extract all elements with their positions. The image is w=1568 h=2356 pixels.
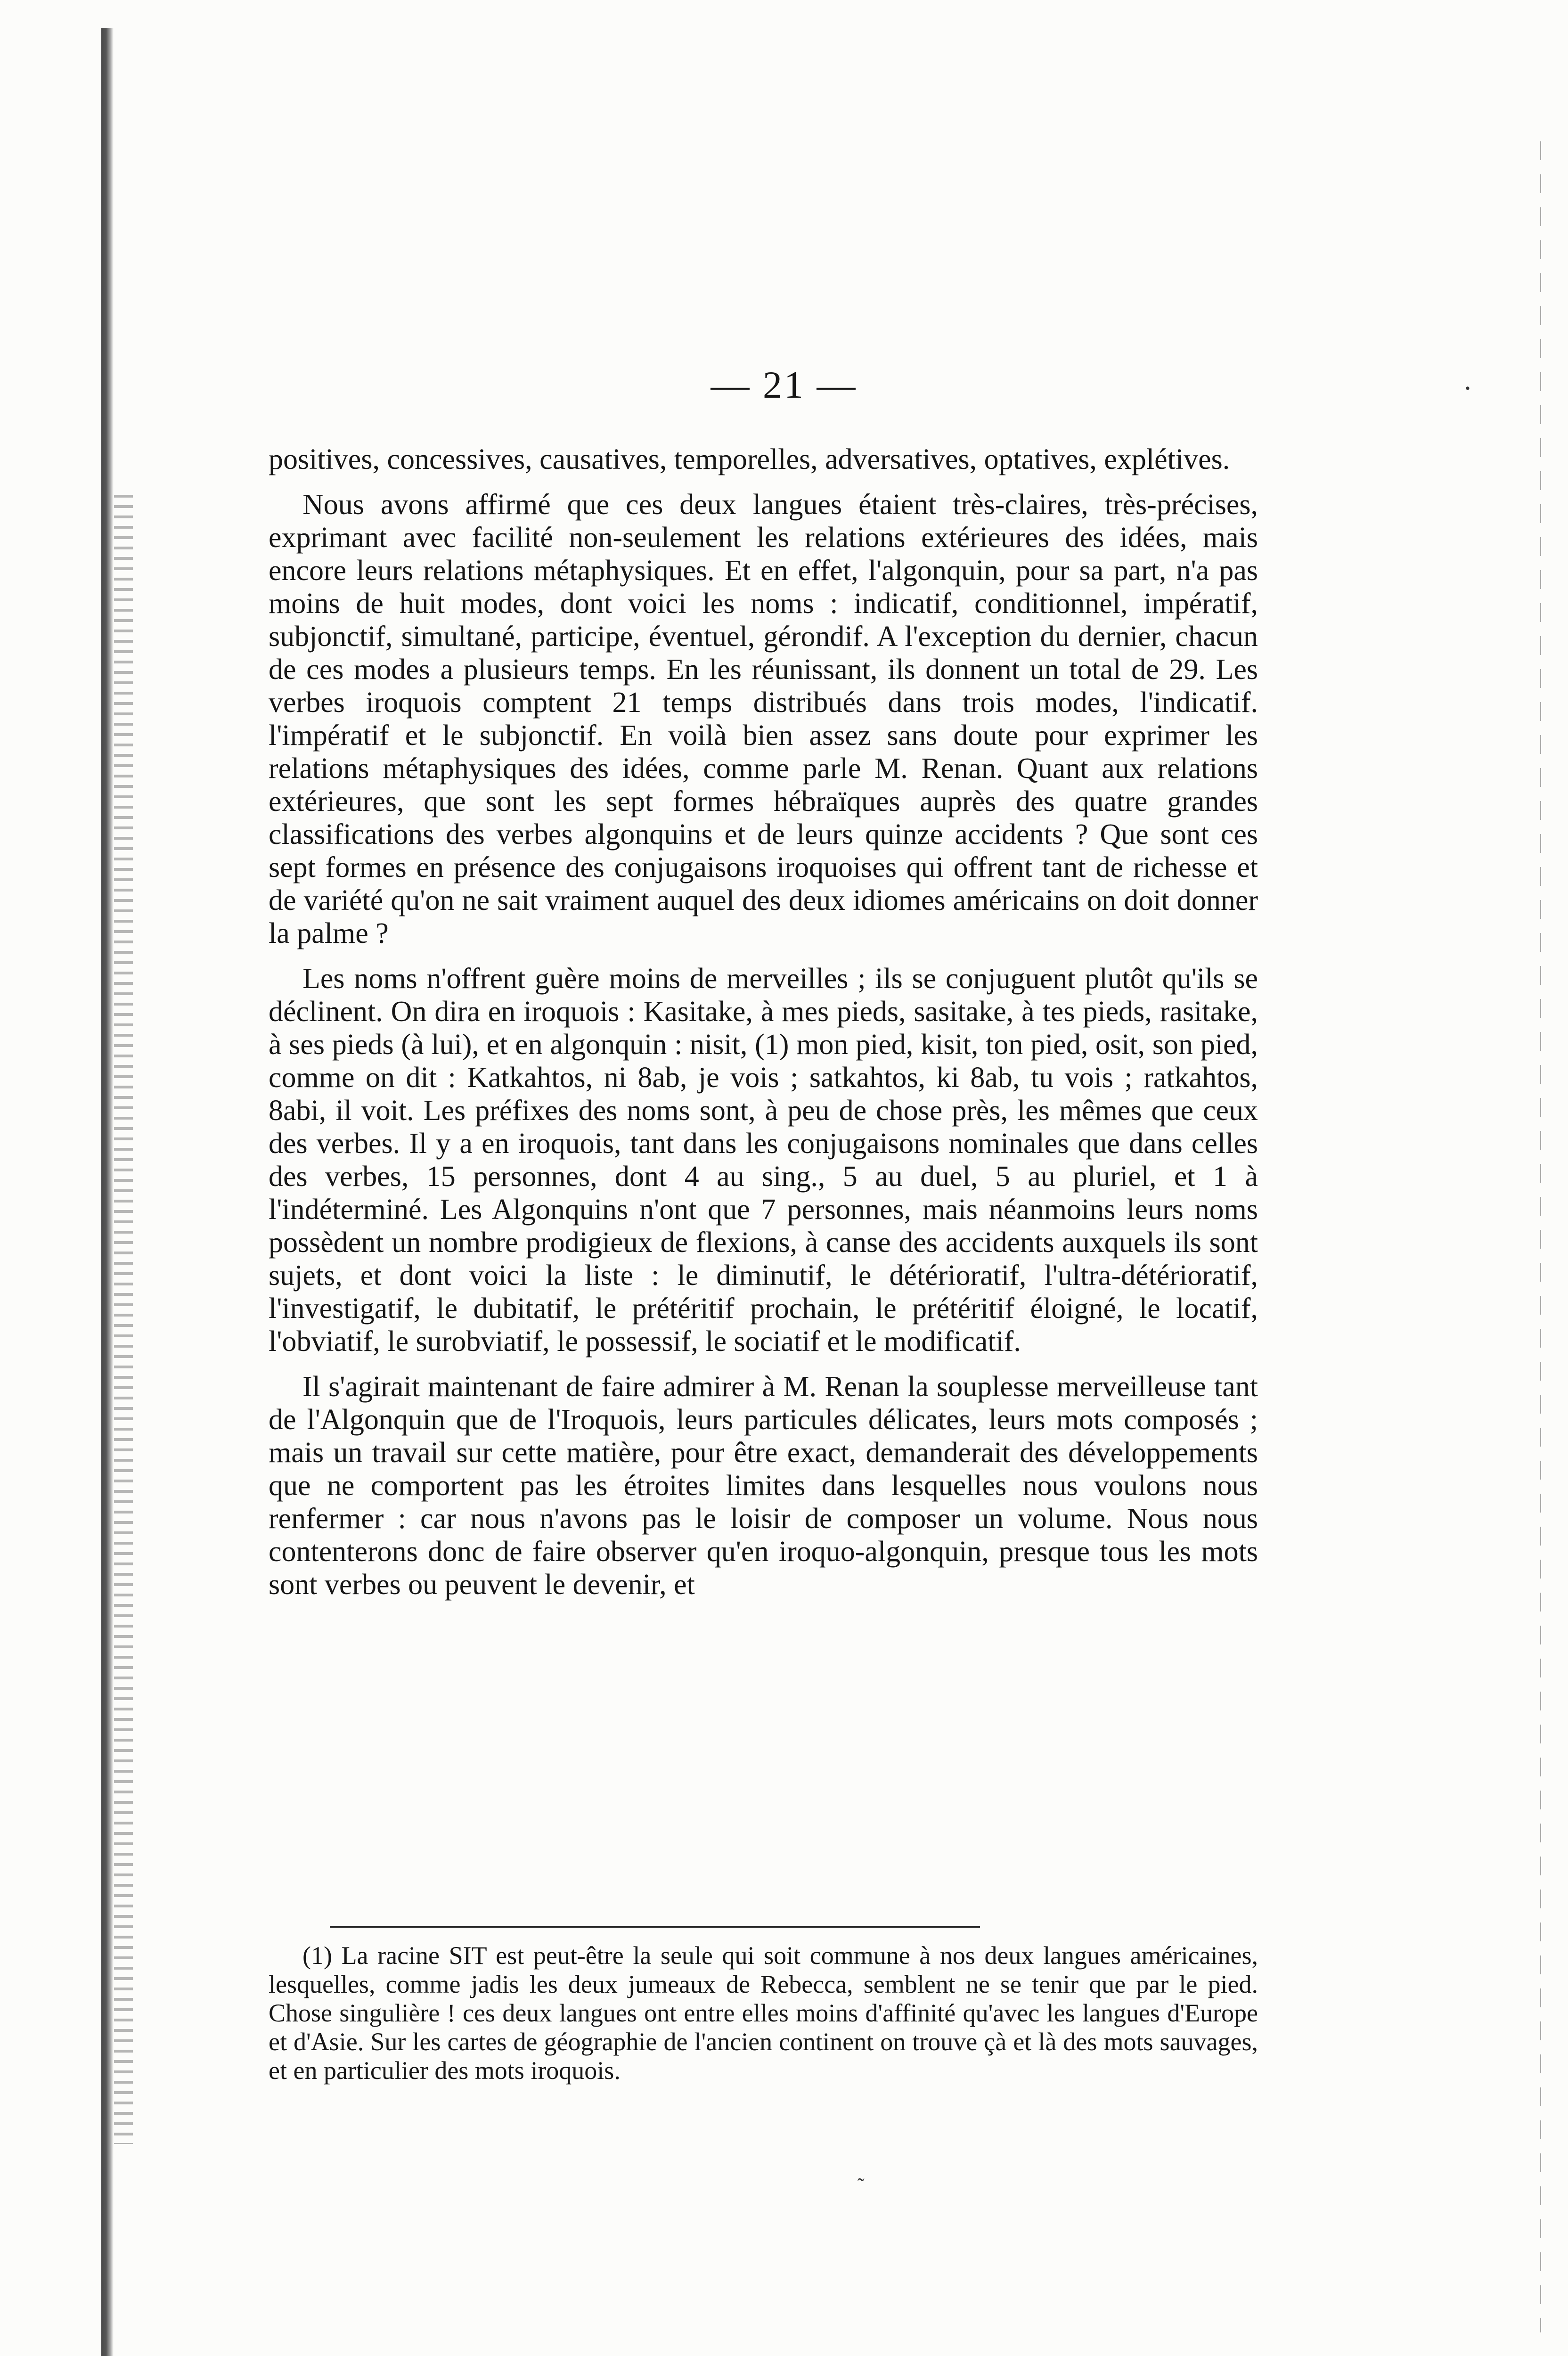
footnote: [269, 1941, 1258, 2085]
page-number: — 21 —: [710, 363, 858, 406]
paragraph-continuation: positives, concessives, causatives, temporelles, adversatives, optatives, explétives.: [269, 443, 1230, 475]
stray-mark: ˷: [858, 2159, 865, 2182]
footnote-divider: [330, 1926, 980, 1928]
margin-mark: ·: [1463, 373, 1472, 404]
paragraph-modes: Nous avons affirmé que ces deux langues étaient très-claires, très-précises, exprimant avec facilité non-seulement les relations extérieures des idées, mais encore leurs relations métaphysiques. Et en effet, l'algonquin, pour sa part, n'a pas moins de huit modes, dont voici les noms : indicatif, conditionnel, impératif, subjonctif, simultané, participe, éventuel, gérondif. A l'exception du dernier, chacun de ces modes a plusieurs temps. En les réunissant, ils donnent un total de 29. Les verbes iroquois comptent 21 temps distribués dans trois modes, l'indicatif. l'impératif et le subjonctif. En voilà bien assez sans doute pour exprimer les relations métaphysiques des idées, comme parle M. Renan. Quant aux relations extérieures, que sont les sept formes hébraïques auprès des quatre grandes classifications des verbes algonquins et de leurs quinze accidents ? Que sont ces sept formes en présence des conjugaisons iroquoises qui offrent tant de richesse et de variété qu'on ne sait vraiment auquel des deux idiomes américains on doit donner la palme ?: [269, 489, 1258, 949]
right-edge-mark: [1540, 141, 1541, 2332]
body-text: [269, 443, 1258, 1613]
paragraph-souplesse: Il s'agirait maintenant de faire admirer à M. Renan la souplesse merveilleuse tant de l'Algonquin que de l'Iroquois, leurs particules délicates, leurs mots composés ; mais un travail sur cette matière, pour être exact, demanderait des développements que ne comportent pas les étroites limites dans lesquelles nous voulons nous renfermer : car nous n'avons pas le loisir de composer un volume. Nous nous contenterons donc de faire observer qu'en iroquo-algonquin, presque tous les mots sont verbes ou peuvent le devenir, et: [269, 1371, 1258, 1601]
footnote-text: (1) La racine SIT est peut-être la seule qui soit commune à nos deux langues américaines, lesquelles, comme jadis les deux jumeaux de Rebecca, semblent ne se tenir que par le pied. Chose singulière ! ces deux langues ont entre elles moins d'affinité qu'avec les langues d'Europe et d'Asie. Sur les cartes de géographie de l'ancien continent on trouve çà et là des mots sauvages, et en particulier des mots iroquois.: [269, 1941, 1258, 2085]
binding-speckle: [114, 495, 133, 2144]
paragraph-nouns: Les noms n'offrent guère moins de merveilles ; ils se conjuguent plutôt qu'ils se déclinent. On dira en iroquois : Kasitake, à mes pieds, sasitake, à tes pieds, rasitake, à ses pieds (à lui), et en algonquin : nisit, (1) mon pied, kisit, ton pied, osit, son pied, comme on dit : Katkahtos, ni 8ab, je vois ; satkahtos, ki 8ab, tu vois ; ratkahtos, 8abi, il voit. Les préfixes des noms sont, à peu de chose près, les mêmes que ceux des verbes. Il y a en iroquois, tant dans les conjugaisons nominales que dans celles des verbes, 15 personnes, dont 4 au sing., 5 au duel, 5 au pluriel, et 1 à l'indéterminé. Les Algonquins n'ont que 7 personnes, mais néanmoins leurs noms possèdent un nombre prodigieux de flexions, à canse des accidents auxquels ils sont sujets, et dont voici la liste : le diminutif, le détérioratif, l'ultra-détérioratif, l'investigatif, le dubitatif, le prétéritif prochain, le prétéritif éloigné, le locatif, l'obviatif, le surobviatif, le possessif, le sociatif et le modificatif.: [269, 963, 1258, 1358]
